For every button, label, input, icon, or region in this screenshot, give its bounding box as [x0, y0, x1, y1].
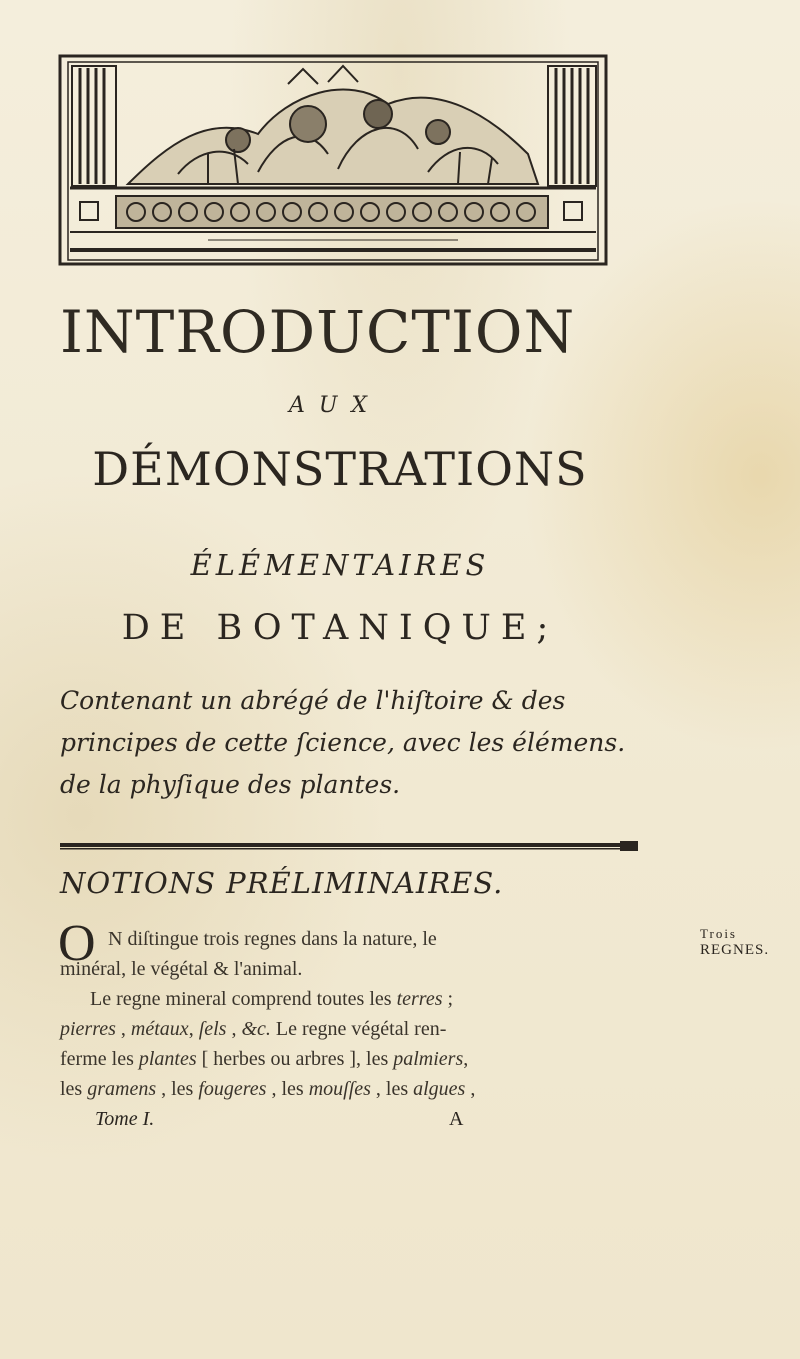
- paragraph-2-line-3: ferme les plantes [ herbes ou arbres ], les palmiers,: [60, 1048, 469, 1070]
- text-run: ferme les: [60, 1048, 134, 1070]
- drop-cap: O: [58, 915, 96, 972]
- title-elementaires: ÉLÉMENTAIRES: [190, 548, 490, 582]
- foliage-scene: [128, 66, 538, 184]
- term-etc: &c.: [241, 1018, 271, 1040]
- paragraph-2-line-4: les gramens , les fougeres , les mouſſes , les algues ,: [60, 1078, 476, 1100]
- text-run: [ herbes ou arbres ], les: [201, 1048, 389, 1070]
- title-demonstrations: DÉMONSTRATIONS: [92, 442, 588, 496]
- decorative-header-ornament: [58, 54, 608, 266]
- term-plantes: plantes: [138, 1048, 197, 1070]
- text-run: Le regne mineral comprend toutes les: [90, 988, 392, 1010]
- title-botanique: DE BOTANIQUE;: [121, 608, 559, 648]
- right-pillar: [548, 66, 596, 186]
- paragraph-1-line-1: N diſtingue trois regnes dans la nature, le: [108, 928, 437, 950]
- term-pierres: pierres: [60, 1018, 116, 1040]
- volume-label: Tome I.: [95, 1108, 155, 1130]
- term-mousses: mouſſes: [308, 1078, 371, 1100]
- term-sels: ſels: [198, 1018, 227, 1040]
- left-pillar: [72, 66, 116, 186]
- page-footer: [95, 1104, 655, 1134]
- margin-note-line-1: Trois: [700, 926, 737, 941]
- subtitle-line-1: Contenant un abrégé de l'hiſtoire & des: [60, 686, 566, 715]
- subtitle-line-3: de la phyſique des plantes.: [60, 770, 401, 799]
- term-terres: terres: [396, 988, 443, 1010]
- margin-note: [700, 926, 790, 958]
- paragraph-2-line-1: Le regne mineral comprend toutes les terres ;: [90, 988, 454, 1010]
- text-run: les: [281, 1078, 304, 1100]
- text-run: Le regne végétal ren-: [275, 1018, 447, 1040]
- term-palmiers: palmiers: [393, 1048, 464, 1070]
- text-run: les: [60, 1078, 83, 1100]
- subtitle-line-2: principes de cette ſcience, avec les élémens.: [60, 728, 626, 757]
- subtitle-aux: AUX: [288, 393, 382, 418]
- paragraph-2-line-2: pierres , métaux, ſels , &c. Le regne végétal ren-: [60, 1018, 447, 1040]
- term-metaux: métaux: [130, 1018, 189, 1040]
- term-algues: algues: [413, 1078, 466, 1100]
- text-run: les: [385, 1078, 409, 1100]
- term-gramens: gramens: [87, 1078, 157, 1100]
- page-title: INTRODUCTION: [60, 298, 576, 366]
- paragraph-1-line-2: minéral, le végétal & l'animal.: [60, 958, 303, 980]
- section-heading: NOTIONS PRÉLIMINAIRES.: [60, 866, 504, 900]
- margin-note-line-2: REGNES.: [700, 942, 770, 958]
- signature-mark: A: [449, 1108, 464, 1130]
- term-fougeres: fougeres: [198, 1078, 267, 1100]
- ornamental-rule: [60, 838, 638, 854]
- text-run: les: [171, 1078, 194, 1100]
